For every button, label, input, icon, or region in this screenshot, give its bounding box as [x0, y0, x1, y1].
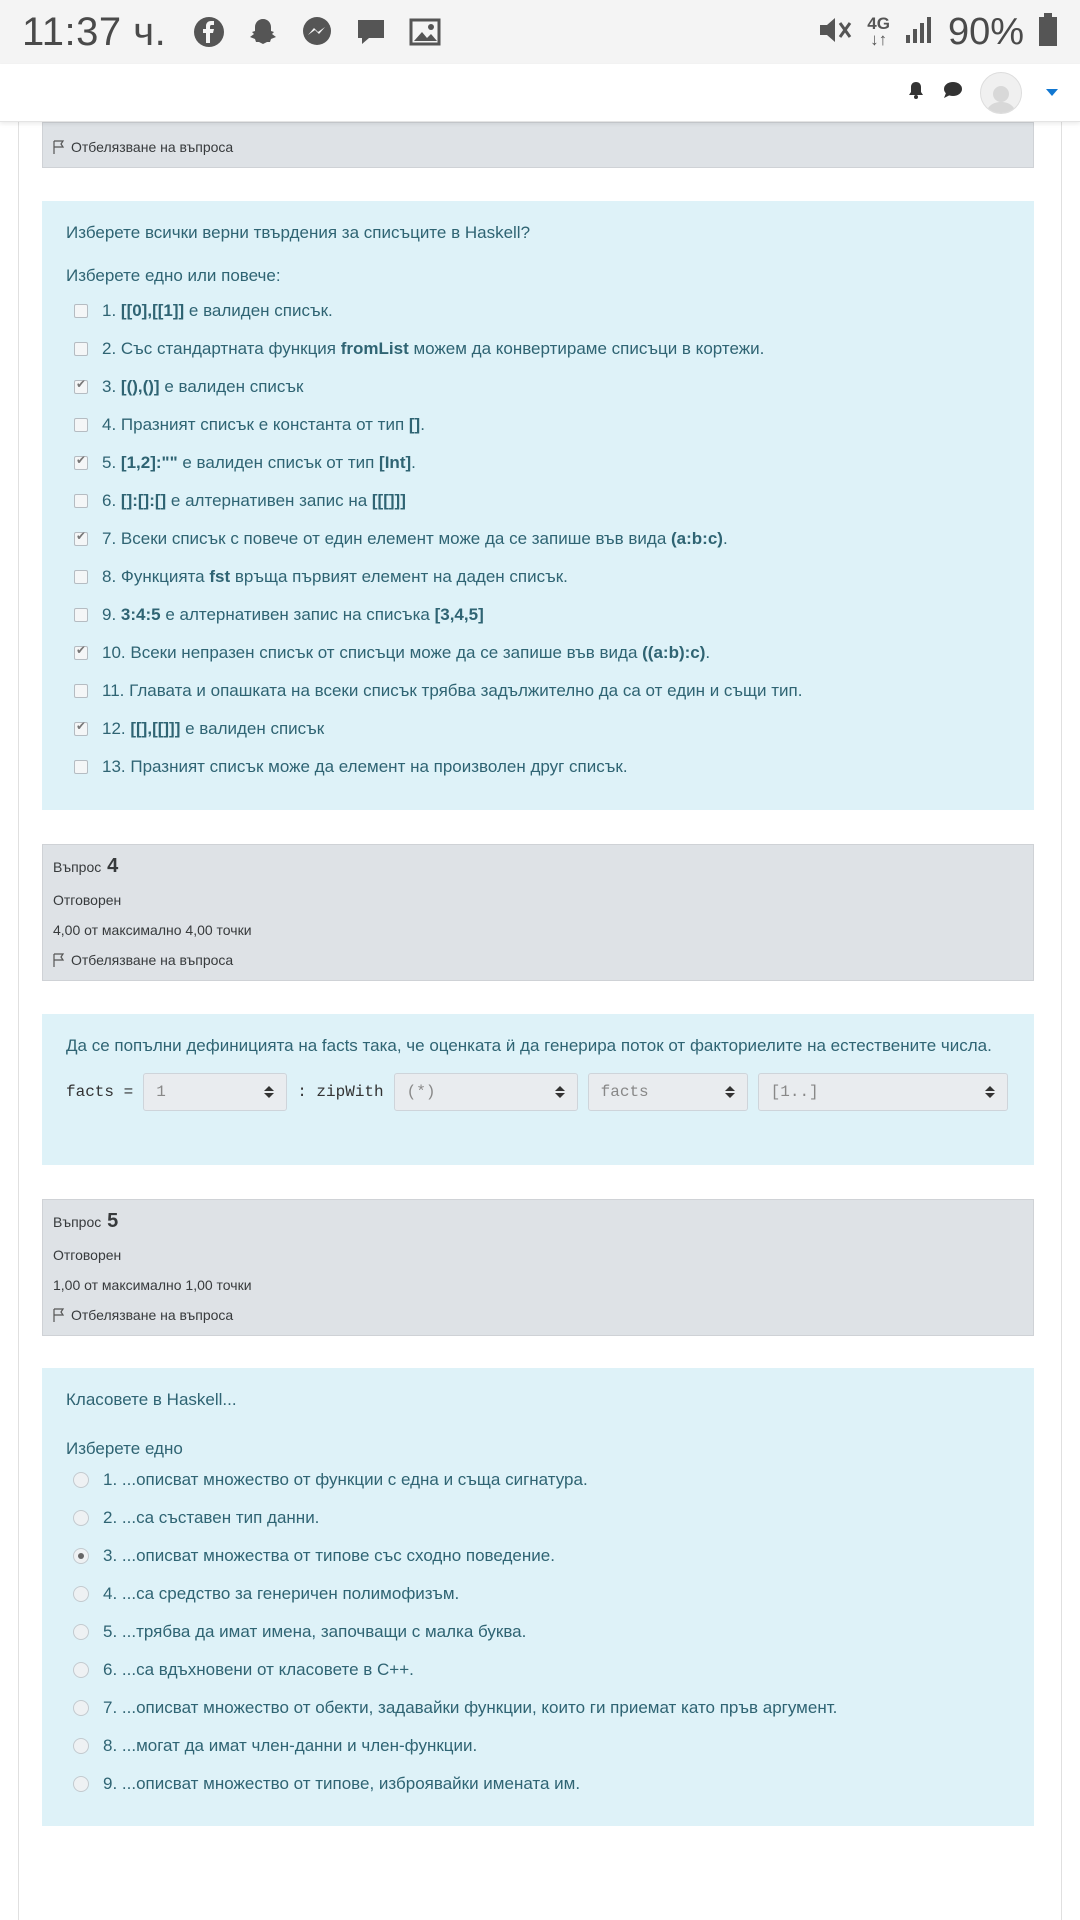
bell-icon[interactable] [906, 80, 926, 105]
flag-icon [53, 140, 65, 154]
answer-radio[interactable] [73, 1510, 89, 1526]
answer-label: 5. ...трябва да имат имена, започващи с малка буква. [103, 1622, 527, 1641]
answer-option-4[interactable] [66, 1575, 1010, 1613]
snapchat-icon [246, 15, 280, 49]
answer-option-2[interactable] [66, 330, 1010, 368]
answer-radio[interactable] [73, 1700, 89, 1716]
answer-option-6[interactable] [66, 482, 1010, 520]
answer-label: 6. ...са вдъхновени от класовете в C++. [103, 1660, 414, 1679]
answer-checkbox[interactable] [74, 418, 88, 432]
select-arrows-icon [725, 1086, 735, 1098]
battery-percent: 90% [947, 10, 1024, 53]
answer-option-9[interactable] [66, 1765, 1010, 1803]
answer-label: 9. 3:4:5 е алтернативен запис на списъка [3,4,5] [102, 605, 484, 624]
code-definition [66, 1073, 1010, 1111]
answer-radio[interactable] [73, 1586, 89, 1602]
answer-option-5[interactable] [66, 1613, 1010, 1651]
answer-option-3[interactable] [66, 1537, 1010, 1575]
messenger-icon [300, 15, 334, 49]
message-icon [354, 15, 388, 49]
select-arrows-icon [555, 1086, 565, 1098]
answer-prompt: Изберете едно или повече: [66, 266, 281, 285]
battery-icon [1038, 13, 1058, 52]
dropdown-select-2[interactable]: (*) [394, 1073, 578, 1111]
mute-icon [817, 14, 853, 51]
code-mid: : zipWith [297, 1083, 384, 1101]
code-prefix: facts = [66, 1083, 134, 1101]
answer-checkbox[interactable] [74, 570, 88, 584]
answer-option-2[interactable] [66, 1499, 1010, 1537]
answer-label: 8. ...могат да имат член-данни и член-функции. [103, 1736, 478, 1755]
answer-list [66, 292, 1010, 786]
answer-radio[interactable] [73, 1776, 89, 1792]
question-grade: 1,00 от максимално 1,00 точки [53, 1277, 252, 1293]
answer-label: 5. [1,2]:"" е валиден списък от тип [Int]. [102, 453, 416, 472]
question-state: Отговорен [53, 892, 122, 908]
answer-checkbox[interactable] [74, 532, 88, 546]
question-number: Въпрос 4 [53, 855, 119, 877]
answer-list [66, 1461, 1010, 1803]
answer-option-10[interactable] [66, 634, 1010, 672]
dropdown-select-3[interactable]: facts [588, 1073, 748, 1111]
answer-label: 6. []:[]:[] е алтернативен запис на [[[]]] [102, 491, 406, 510]
answer-label: 2. Със стандартната функция fromList можем да конвертираме списъци в кортежи. [102, 339, 765, 358]
answer-label: 7. ...описват множество от обекти, задавайки функции, които ги приемат като пръв аргумент. [103, 1698, 838, 1717]
answer-option-11[interactable] [66, 672, 1010, 710]
answer-label: 9. ...описват множество от типове, изброявайки имената им. [103, 1774, 581, 1793]
answer-label: 1. ...описват множество от функции с една и съща сигнатура. [103, 1470, 588, 1489]
answer-checkbox[interactable] [74, 684, 88, 698]
answer-label: 4. Празният списък е константа от тип []. [102, 415, 425, 434]
question-grade: 4,00 от максимално 4,00 точки [53, 922, 252, 938]
question-number: Въпрос 5 [53, 1210, 119, 1232]
question-3-content [42, 201, 1034, 810]
answer-option-9[interactable] [66, 596, 1010, 634]
flag-question-link[interactable]: Отбелязване на въпроса [53, 139, 1023, 155]
flag-icon [53, 1308, 65, 1322]
status-bar [0, 0, 1080, 64]
answer-label: 7. Всеки списък с повече от един елемент може да се запише във вида (a:b:c). [102, 529, 728, 548]
top-navbar [0, 64, 1080, 122]
answer-label: 4. ...са средство за генеричен полимофизъм. [103, 1584, 460, 1603]
question-state: Отговорен [53, 1247, 122, 1263]
answer-label: 3. ...описват множества от типове със сходно поведение. [103, 1546, 555, 1565]
answer-radio[interactable] [73, 1548, 89, 1564]
question-4-info [42, 844, 1034, 981]
flag-question-link[interactable]: Отбелязване на въпроса [53, 952, 1023, 968]
dropdown-select-1[interactable]: 1 [143, 1073, 287, 1111]
answer-radio[interactable] [73, 1738, 89, 1754]
answer-option-3[interactable] [66, 368, 1010, 406]
question-3-info [42, 122, 1034, 168]
answer-option-6[interactable] [66, 1651, 1010, 1689]
flag-icon [53, 953, 65, 967]
flag-question-link[interactable]: Отбелязване на въпроса [53, 1307, 1023, 1323]
question-text: Да се попълни дефиницията на facts така, че оценката ӥ да генерира поток от факториелите на естествените числа. [66, 1036, 992, 1055]
answer-label: 3. [(),()] е валиден списък [102, 377, 304, 396]
gallery-icon [408, 15, 442, 49]
dropdown-caret-icon[interactable] [1046, 89, 1058, 96]
answer-radio[interactable] [73, 1624, 89, 1640]
question-text: Класовете в Haskell... [66, 1390, 237, 1409]
dropdown-select-4[interactable]: [1..] [758, 1073, 1008, 1111]
answer-checkbox[interactable] [74, 494, 88, 508]
answer-radio[interactable] [73, 1662, 89, 1678]
answer-checkbox[interactable] [74, 722, 88, 736]
answer-checkbox[interactable] [74, 456, 88, 470]
answer-option-8[interactable] [66, 1727, 1010, 1765]
answer-option-12[interactable] [66, 710, 1010, 748]
chat-icon[interactable] [942, 80, 964, 105]
answer-checkbox[interactable] [74, 342, 88, 356]
question-5-info [42, 1199, 1034, 1336]
answer-option-1[interactable] [66, 292, 1010, 330]
answer-option-13[interactable] [66, 748, 1010, 786]
select-arrows-icon [264, 1086, 274, 1098]
answer-label: 12. [[],[[]]] е валиден списък [102, 719, 325, 738]
answer-prompt: Изберете едно [66, 1439, 183, 1458]
answer-option-8[interactable] [66, 558, 1010, 596]
answer-option-4[interactable] [66, 406, 1010, 444]
avatar[interactable] [980, 72, 1022, 114]
answer-checkbox[interactable] [74, 646, 88, 660]
question-4-content [42, 1014, 1034, 1165]
answer-checkbox[interactable] [74, 304, 88, 318]
answer-label: 13. Празният списък може да елемент на произволен друг списък. [102, 757, 628, 776]
answer-option-7[interactable] [66, 1689, 1010, 1727]
answer-option-5[interactable] [66, 444, 1010, 482]
question-5-content [42, 1368, 1034, 1826]
answer-label: 1. [[0],[[1]] е валиден списък. [102, 301, 333, 320]
answer-label: 2. ...са съставен тип данни. [103, 1508, 320, 1527]
answer-label: 10. Всеки непразен списък от списъци може да се запише във вида ((a:b):c). [102, 643, 711, 662]
network-type: 4G ↓↑ [867, 14, 890, 49]
clock: 11:37 ч. [22, 9, 167, 54]
answer-label: 11. Главата и опашката на всеки списък трябва задължително да са от един и същи тип. [102, 681, 803, 700]
answer-checkbox[interactable] [74, 608, 88, 622]
answer-radio[interactable] [73, 1472, 89, 1488]
answer-checkbox[interactable] [74, 760, 88, 774]
facebook-icon [192, 15, 226, 49]
signal-icon [904, 15, 934, 50]
select-arrows-icon [985, 1086, 995, 1098]
answer-option-7[interactable] [66, 520, 1010, 558]
answer-checkbox[interactable] [74, 380, 88, 394]
question-text: Изберете всички верни твърдения за списъците в Haskell? [66, 223, 531, 242]
answer-label: 8. Функцията fst връща първият елемент на даден списък. [102, 567, 568, 586]
answer-option-1[interactable] [66, 1461, 1010, 1499]
